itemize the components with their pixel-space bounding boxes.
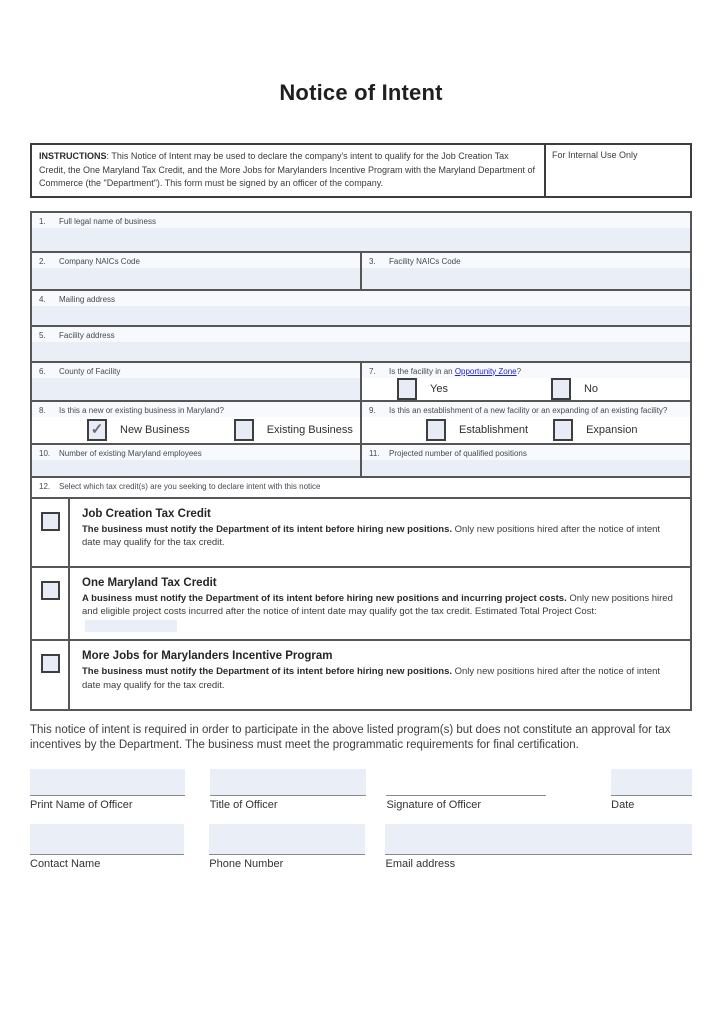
checkmark-icon: ✓: [90, 421, 104, 438]
instructions-body: : This Notice of Intent may be used to declare the company's intent to qualify for the Job Creation Tax Credit, the One Maryland Tax Credit, and the More Jobs for Marylanders Incentive Program with the Maryland Department of Commerce (the "Department"). This form must be signed by an officer of the company.: [39, 151, 536, 188]
date-input[interactable]: [611, 769, 692, 796]
mailing-address-input[interactable]: [32, 306, 690, 325]
title-of-officer-input[interactable]: [210, 769, 367, 796]
field-facility-naics: [360, 253, 690, 289]
opportunity-zone-no-label: No: [583, 382, 599, 395]
page-title: Notice of Intent: [279, 80, 443, 105]
title-of-officer-field: [210, 769, 367, 811]
phone-number-label: Phone Number: [209, 857, 284, 870]
email-address-field: [385, 824, 692, 870]
county-input[interactable]: [32, 378, 360, 400]
field-county: [32, 363, 360, 400]
certification-paragraph: This notice of intent is required in order to participate in the above listed program(s) but does not constitute an approval for tax incentives by the Department. The business must meet the programmatic requirements for final certification.: [30, 723, 671, 752]
one-maryland-title: One Maryland Tax Credit: [82, 576, 217, 589]
facility-address-input[interactable]: [32, 342, 690, 361]
contact-name-input[interactable]: [30, 824, 184, 855]
credit-option-more-jobs: [32, 639, 690, 709]
job-creation-check-col: [32, 499, 70, 566]
field-legal-name-label: 1. Full legal name of business: [32, 213, 690, 228]
new-business-checkbox[interactable]: [87, 419, 107, 441]
contact-name-field: [30, 824, 184, 870]
field-new-or-existing-label: 8. Is this a new or existing business in Maryland?: [32, 402, 360, 417]
signature-input[interactable]: [386, 769, 546, 796]
qualified-positions-input[interactable]: [362, 460, 690, 476]
phone-number-input[interactable]: [209, 824, 365, 855]
one-maryland-checkbox[interactable]: [41, 581, 60, 600]
signature-field: [386, 769, 546, 811]
more-jobs-check-col: [32, 641, 70, 709]
field-existing-employees: [32, 445, 360, 476]
more-jobs-title: More Jobs for Marylanders Incentive Program: [82, 649, 333, 662]
field-existing-employees-label: 10. Number of existing Maryland employees: [32, 445, 360, 460]
opportunity-zone-link[interactable]: Opportunity Zone: [454, 366, 517, 376]
more-jobs-description: The business must notify the Department of its intent before hiring new positions. Only new positions hired after the notice of intent date may qualify for the tax credit.: [82, 665, 661, 691]
company-naics-input[interactable]: [32, 268, 360, 289]
field-facility-naics-label: 3. Facility NAICs Code: [362, 253, 690, 268]
field-establishment-or-expansion: [360, 402, 690, 443]
field-establishment-or-expansion-label: 9. Is this an establishment of a new facility or an expanding of an existing facility?: [362, 402, 690, 417]
one-maryland-check-col: [32, 568, 70, 639]
email-address-label: Email address: [385, 857, 456, 870]
signature-label: Signature of Officer: [386, 798, 482, 811]
estimated-project-cost-input[interactable]: [85, 620, 177, 632]
field-opportunity-zone: [360, 363, 690, 400]
print-name-field: [30, 769, 185, 811]
contact-name-label: Contact Name: [30, 857, 101, 870]
instructions-text: [32, 145, 544, 196]
field-company-naics-label: 2. Company NAICs Code: [32, 253, 360, 268]
form-table: [30, 211, 692, 711]
title-of-officer-label: Title of Officer: [209, 798, 278, 811]
opportunity-zone-no-checkbox[interactable]: [551, 378, 571, 400]
credit-option-one-maryland: [32, 566, 690, 639]
new-business-label: New Business: [120, 423, 190, 436]
field-company-naics: [32, 253, 360, 289]
field-select-credits-label: 12. Select which tax credit(s) are you seeking to declare intent with this notice: [32, 478, 690, 493]
establishment-label: Establishment: [459, 423, 529, 436]
credit-option-job-creation: [32, 497, 690, 566]
field-legal-name: [32, 213, 690, 251]
expansion-checkbox[interactable]: [553, 419, 573, 441]
email-address-input[interactable]: [385, 824, 692, 855]
field-mailing-address-label: 4. Mailing address: [32, 291, 690, 306]
one-maryland-description: A business must notify the Department of its intent before hiring new positions and incurring project costs. Only new positions hired and eligible project costs incurred after the notice of intent date may qualify got the tax credit. Estimated Total Project Cost:: [82, 592, 678, 633]
instructions-box: [30, 143, 692, 198]
existing-business-label: Existing Business: [266, 423, 353, 436]
existing-employees-input[interactable]: [32, 460, 360, 476]
existing-business-checkbox[interactable]: [234, 419, 254, 441]
field-qualified-positions-label: 11. Projected number of qualified positions: [362, 445, 690, 460]
phone-number-field: [209, 824, 365, 870]
job-creation-description: The business must notify the Department of its intent before hiring new positions. Only new positions hired after the notice of intent date may qualify for the tax credit.: [82, 523, 661, 549]
legal-name-input[interactable]: [32, 228, 690, 251]
opportunity-zone-yes-checkbox[interactable]: [397, 378, 417, 400]
more-jobs-checkbox[interactable]: [41, 654, 60, 673]
opportunity-zone-yes-label: Yes: [430, 382, 448, 395]
signature-row-2: [30, 824, 692, 870]
field-new-or-existing: [32, 402, 360, 443]
job-creation-checkbox[interactable]: [41, 512, 60, 531]
expansion-label: Expansion: [586, 423, 638, 436]
signature-row-1: [30, 769, 692, 811]
facility-naics-input[interactable]: [362, 268, 690, 289]
notice-of-intent-form: [0, 80, 720, 870]
field-qualified-positions: [360, 445, 690, 476]
field-opportunity-zone-label: 7. Is the facility in an Opportunity Zone?: [362, 363, 690, 378]
instructions-bold-label: INSTRUCTIONS: [39, 151, 107, 161]
field-county-label: 6. County of Facility: [32, 363, 360, 378]
internal-use-only-label: For Internal Use Only: [544, 145, 690, 196]
field-select-credits: [32, 478, 690, 497]
field-facility-address: [32, 327, 690, 361]
field-mailing-address: [32, 291, 690, 325]
establishment-checkbox[interactable]: [426, 419, 446, 441]
field-facility-address-label: 5. Facility address: [32, 327, 690, 342]
job-creation-title: Job Creation Tax Credit: [82, 507, 211, 520]
date-label: Date: [611, 798, 635, 811]
date-field: [611, 769, 692, 811]
print-name-input[interactable]: [30, 769, 185, 796]
print-name-label: Print Name of Officer: [30, 798, 133, 811]
